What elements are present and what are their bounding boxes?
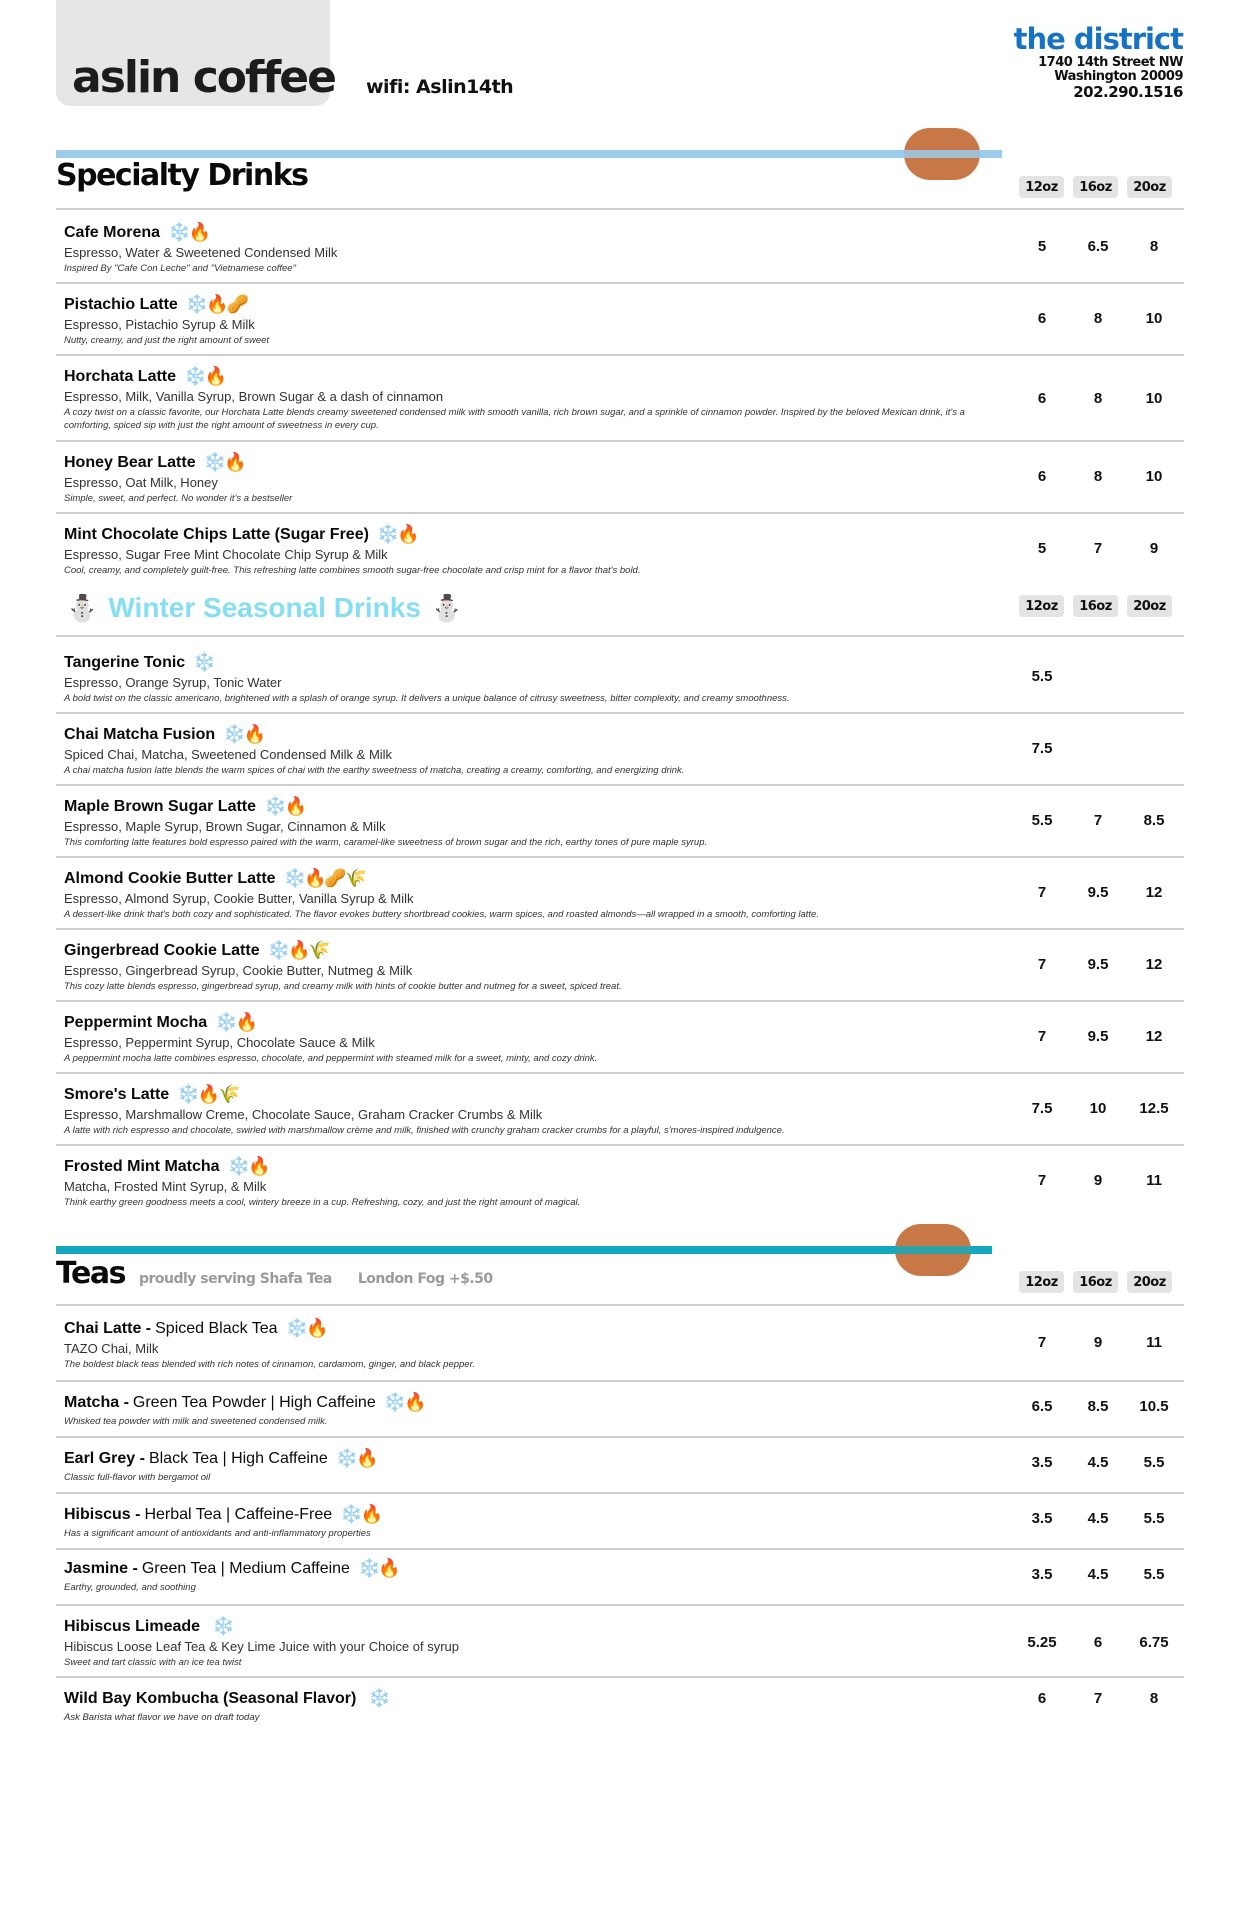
item-prices [1014, 1100, 1182, 1117]
price-12oz: 5.5 [1031, 668, 1053, 685]
item-ingredients: Espresso, Peppermint Syrup, Chocolate Sauce & Milk [64, 1035, 375, 1050]
price-12oz: 6 [1037, 390, 1047, 407]
price-12oz: 5.5 [1031, 812, 1053, 829]
price-12oz: 6 [1037, 1690, 1047, 1707]
item-prices [1014, 1690, 1182, 1707]
price-20oz: 8.5 [1143, 812, 1165, 829]
size-16oz: 16oz [1073, 1271, 1118, 1293]
divider [56, 856, 1184, 858]
size-12oz: 12oz [1019, 1271, 1064, 1293]
item-description: Simple, sweet, and perfect. No wonder it's a bestseller [64, 493, 293, 504]
item-description: Whisked tea powder with milk and sweetened condensed milk. [64, 1416, 328, 1427]
section-title-winter [66, 592, 463, 624]
item-prices [1014, 668, 1182, 685]
size-20oz: 20oz [1127, 1271, 1172, 1293]
item-name-text: Maple Brown Sugar Latte [64, 797, 257, 815]
snowman-icon: ⛄ [66, 592, 99, 623]
item-prices [1014, 1172, 1182, 1189]
price-20oz: 5.5 [1143, 1566, 1165, 1583]
item-prices [1014, 1510, 1182, 1527]
divider [56, 208, 1184, 210]
price-16oz: 9 [1093, 1334, 1103, 1351]
item-prices [1014, 1454, 1182, 1471]
specialty-divider-bar [56, 150, 1002, 158]
dietary-icons: ❄️🔥 [168, 222, 209, 242]
item-name-text: Jasmine - [64, 1559, 138, 1577]
item-prices [1014, 1334, 1182, 1351]
size-16oz: 16oz [1073, 176, 1118, 198]
item-description: A chai matcha fusion latte blends the warm spices of chai with the earthy sweetness of matcha, creating a creamy, comforting, and energizing drink. [64, 765, 685, 776]
dietary-icons: ❄️🔥 [203, 452, 245, 472]
snowman-icon: ⛄ [430, 592, 464, 623]
address-line-2: Washington 20009 [1054, 69, 1183, 84]
dietary-icons: ❄️🔥 [340, 1504, 381, 1524]
dietary-icons: ❄️🔥🥜 [185, 294, 248, 314]
price-12oz: 3.5 [1031, 1510, 1053, 1527]
teas-title-text: Teas [56, 1256, 125, 1291]
item-name-text: Gingerbread Cookie Latte [64, 941, 260, 959]
price-20oz [1126, 740, 1182, 757]
item-name-text: Honey Bear Latte [64, 453, 196, 471]
price-16oz: 6.5 [1087, 238, 1109, 255]
price-20oz: 5.5 [1143, 1454, 1165, 1471]
price-16oz: 9.5 [1087, 884, 1109, 901]
item-prices [1014, 1028, 1182, 1045]
price-12oz: 5 [1037, 540, 1047, 557]
price-16oz [1070, 740, 1126, 757]
dietary-icons: ❄️ [193, 652, 214, 672]
item-ingredients: Espresso, Milk, Vanilla Syrup, Brown Sugar & a dash of cinnamon [64, 389, 444, 404]
item-ingredients: Espresso, Water & Sweetened Condensed Milk [64, 245, 338, 260]
item-prices [1014, 812, 1182, 829]
price-16oz: 8.5 [1087, 1398, 1109, 1415]
item-ingredients: Hibiscus Loose Leaf Tea & Key Lime Juice with your Choice of syrup [64, 1639, 460, 1654]
size-headers-teas [1019, 1271, 1172, 1293]
specialty-divider-bar-overlay [904, 150, 980, 158]
size-headers-specialty [1019, 176, 1172, 198]
item-ingredients: Espresso, Orange Syrup, Tonic Water [64, 675, 282, 690]
price-16oz: 9.5 [1087, 1028, 1109, 1045]
item-description: Cool, creamy, and completely guilt-free. This refreshing latte combines smooth sugar-free chocolate and crisp mint for a flavor that's bold. [64, 565, 641, 576]
section-title-specialty: Specialty Drinks [56, 158, 308, 193]
price-20oz: 12 [1145, 956, 1163, 973]
dietary-icons: ❄️🔥 [264, 796, 305, 816]
item-name-text: Cafe Morena [64, 223, 161, 241]
item-prices [1014, 956, 1182, 973]
tea-type: Green Tea | Medium Caffeine [141, 1559, 350, 1577]
price-12oz: 7 [1037, 884, 1047, 901]
price-12oz: 7 [1037, 1028, 1047, 1045]
price-12oz: 7.5 [1031, 740, 1053, 757]
item-description: Has a significant amount of antioxidants and anti-inflammatory properties [64, 1528, 371, 1539]
dietary-icons: ❄️🔥 [227, 1156, 269, 1176]
teas-divider-bar [56, 1246, 992, 1254]
price-20oz: 12.5 [1139, 1100, 1169, 1117]
size-headers-winter [1019, 595, 1172, 617]
divider [56, 1548, 1184, 1550]
divider [56, 512, 1184, 514]
item-ingredients: TAZO Chai, Milk [64, 1341, 159, 1356]
price-20oz: 11 [1146, 1172, 1162, 1189]
winter-title-text: Winter Seasonal Drinks [108, 592, 421, 623]
location-block [1014, 22, 1183, 101]
divider [56, 1676, 1184, 1678]
price-20oz: 8 [1149, 1690, 1159, 1707]
price-20oz: 10 [1145, 390, 1163, 407]
item-description: A bold twist on the classic americano, brightened with a splash of orange syrup. It delivers a unique balance of citrusy sweetness, bitter complexity, and creamy smoothness. [64, 693, 790, 704]
item-ingredients: Espresso, Sugar Free Mint Chocolate Chip Syrup & Milk [64, 547, 388, 562]
item-name-text: Peppermint Mocha [64, 1013, 208, 1031]
price-12oz: 7 [1037, 956, 1047, 973]
divider [56, 282, 1184, 284]
item-ingredients: Espresso, Gingerbread Syrup, Cookie Butter, Nutmeg & Milk [64, 963, 413, 978]
divider [56, 1380, 1184, 1382]
item-ingredients: Espresso, Marshmallow Creme, Chocolate Sauce, Graham Cracker Crumbs & Milk [64, 1107, 543, 1122]
item-ingredients: Matcha, Frosted Mint Syrup, & Milk [64, 1179, 267, 1194]
item-prices [1014, 1398, 1182, 1415]
item-prices [1014, 468, 1182, 485]
price-12oz: 6 [1037, 310, 1047, 327]
item-description: A latte with rich espresso and chocolate, swirled with marshmallow crème and milk, finished with crunchy graham cracker crumbs for a playful, s'mores-inspired indulgence. [64, 1125, 785, 1136]
price-12oz: 6 [1037, 468, 1047, 485]
size-20oz: 20oz [1127, 176, 1172, 198]
dietary-icons: ❄️🔥 [184, 366, 225, 386]
address-line-1: 1740 14th Street NW [1038, 55, 1183, 70]
tea-type: Green Tea Powder | High Caffeine [132, 1393, 376, 1411]
price-20oz: 12 [1145, 884, 1163, 901]
item-name-text: Chai Latte - [64, 1319, 152, 1337]
item-ingredients: Spiced Chai, Matcha, Sweetened Condensed Milk & Milk [64, 747, 393, 762]
divider [56, 1144, 1184, 1146]
section-title-teas [56, 1256, 493, 1291]
dietary-icons: ❄️🔥 [335, 1448, 377, 1468]
price-12oz: 6.5 [1031, 1398, 1053, 1415]
price-12oz: 5 [1037, 238, 1047, 255]
teas-note: London Fog +$.50 [357, 1271, 493, 1287]
dietary-icons: ❄️🔥 [223, 724, 264, 744]
size-12oz: 12oz [1019, 595, 1064, 617]
price-16oz [1070, 668, 1126, 685]
item-name-text: Almond Cookie Butter Latte [64, 869, 276, 887]
price-12oz: 7.5 [1031, 1100, 1053, 1117]
dietary-icons: ❄️🔥 [285, 1318, 327, 1338]
item-prices [1014, 310, 1182, 327]
price-16oz: 9.5 [1087, 956, 1109, 973]
item-description: Inspired By "Cafe Con Leche" and "Vietnamese coffee" [64, 263, 296, 274]
divider [56, 1604, 1184, 1606]
price-16oz: 4.5 [1087, 1510, 1109, 1527]
divider [56, 1072, 1184, 1074]
brand-logo: aslin coffee [72, 52, 335, 103]
tea-type: Herbal Tea | Caffeine-Free [144, 1505, 333, 1523]
item-description: Nutty, creamy, and just the right amount of sweet [64, 335, 270, 346]
price-20oz: 8 [1149, 238, 1159, 255]
item-description: This comforting latte features bold espresso paired with the warm, caramel-like sweetness of brown sugar and the rich, earthy tones of pure maple syrup. [64, 837, 708, 848]
price-16oz: 10 [1089, 1100, 1107, 1117]
price-16oz: 7 [1093, 812, 1103, 829]
item-name-text: Smore's Latte [64, 1085, 170, 1103]
price-16oz: 9 [1093, 1172, 1103, 1189]
divider [56, 1304, 1184, 1306]
dietary-icons: ❄️🔥 [383, 1392, 425, 1412]
price-16oz: 7 [1093, 540, 1103, 557]
item-prices [1014, 884, 1182, 901]
dietary-icons: ❄️ [368, 1688, 389, 1708]
divider [56, 1000, 1184, 1002]
item-name [64, 366, 1184, 387]
price-12oz: 3.5 [1031, 1454, 1053, 1471]
divider [56, 1492, 1184, 1494]
item-name-text: Chai Matcha Fusion [64, 725, 216, 743]
item-name-text: Hibiscus Limeade [64, 1617, 201, 1635]
divider [56, 928, 1184, 930]
item-ingredients: Espresso, Oat Milk, Honey [64, 475, 218, 490]
price-16oz: 8 [1093, 390, 1103, 407]
location-name: the district [1013, 22, 1183, 56]
item-description: This cozy latte blends espresso, gingerbread syrup, and creamy milk with hints of cookie butter and nutmeg for a sweet, spiced treat. [64, 981, 622, 992]
item-ingredients: Espresso, Almond Syrup, Cookie Butter, Vanilla Syrup & Milk [64, 891, 414, 906]
item-name-text: Horchata Latte [64, 367, 177, 385]
item-name-text: Frosted Mint Matcha [64, 1157, 220, 1175]
price-20oz: 10 [1145, 310, 1163, 327]
item-name-text: Mint Chocolate Chips Latte (Sugar Free) [64, 525, 369, 543]
item-name-text: Hibiscus - [64, 1505, 141, 1523]
item-prices [1014, 540, 1182, 557]
tea-type: Black Tea | High Caffeine [148, 1449, 328, 1467]
price-20oz: 10.5 [1139, 1398, 1169, 1415]
divider [56, 784, 1184, 786]
item-description: Sweet and tart classic with an ice tea twist [64, 1657, 242, 1668]
item-description: Think earthy green goodness meets a cool, wintery breeze in a cup. Refreshing, cozy, and just the right amount of magical. [64, 1197, 581, 1208]
price-16oz: 4.5 [1087, 1454, 1109, 1471]
dietary-icons: ❄️🔥 [357, 1558, 399, 1578]
divider [56, 1436, 1184, 1438]
price-12oz: 7 [1037, 1334, 1047, 1351]
item-description: Earthy, grounded, and soothing [64, 1582, 196, 1593]
item-name-text: Wild Bay Kombucha (Seasonal Flavor) [64, 1689, 357, 1707]
price-16oz: 4.5 [1087, 1566, 1109, 1583]
dietary-icons: ❄️🔥🥜🌾 [283, 868, 366, 888]
price-16oz: 8 [1093, 310, 1103, 327]
item-prices [1014, 238, 1182, 255]
dietary-icons: ❄️🔥🌾 [177, 1084, 239, 1104]
item-ingredients: Espresso, Maple Syrup, Brown Sugar, Cinnamon & Milk [64, 819, 386, 834]
item-name-text: Earl Grey - [64, 1449, 145, 1467]
item-description: The boldest black teas blended with rich notes of cinnamon, cardamom, ginger, and black pepper. [64, 1359, 476, 1370]
price-16oz: 7 [1093, 1690, 1103, 1707]
size-20oz: 20oz [1127, 595, 1172, 617]
item-description: A peppermint mocha latte combines espresso, chocolate, and peppermint with steamed milk for a sweet, minty, and cozy drink. [64, 1053, 598, 1064]
divider [56, 354, 1184, 356]
teas-divider-bar-overlay [895, 1246, 971, 1254]
phone-number: 202.290.1516 [1073, 83, 1183, 101]
item-name-text: Pistachio Latte [64, 295, 178, 313]
item-name-text: Matcha - [64, 1393, 129, 1411]
price-20oz: 10 [1145, 468, 1163, 485]
dietary-icons: ❄️🔥 [215, 1012, 256, 1032]
size-16oz: 16oz [1073, 595, 1118, 617]
divider [56, 635, 1184, 637]
item-ingredients: Espresso, Pistachio Syrup & Milk [64, 317, 255, 332]
item-prices [1014, 1566, 1182, 1583]
price-20oz: 5.5 [1143, 1510, 1165, 1527]
price-20oz: 9 [1149, 540, 1159, 557]
size-12oz: 12oz [1019, 176, 1064, 198]
price-12oz: 5.25 [1027, 1634, 1057, 1651]
price-20oz: 12 [1145, 1028, 1163, 1045]
item-description: Ask Barista what flavor we have on draft today [64, 1712, 260, 1723]
price-20oz: 6.75 [1139, 1634, 1169, 1651]
price-16oz: 6 [1093, 1634, 1103, 1651]
divider [56, 712, 1184, 714]
item-prices [1014, 390, 1182, 407]
price-16oz: 8 [1093, 468, 1103, 485]
tea-type: Spiced Black Tea [155, 1319, 278, 1337]
item-prices [1014, 1634, 1182, 1651]
item-prices [1014, 740, 1182, 757]
teas-subtitle: proudly serving Shafa Tea [138, 1271, 332, 1287]
wifi-info: wifi: Aslin14th [366, 76, 514, 98]
price-20oz: 11 [1146, 1334, 1162, 1351]
item-name-text: Tangerine Tonic [64, 653, 186, 671]
item-description: A cozy twist on a classic favorite, our Horchata Latte blends creamy sweetened condensed milk with smooth vanilla, rich brown sugar, and a sprinkle of cinnamon powder. Inspired by the beloved Mexican drink, it's a comforting, spiced sip with just the right amount of sweetness in every cup. [64, 407, 965, 431]
price-12oz: 3.5 [1031, 1566, 1053, 1583]
price-12oz: 7 [1037, 1172, 1047, 1189]
dietary-icons: ❄️🔥 [376, 524, 418, 544]
item-description: A dessert-like drink that's both cozy and sophisticated. The flavor evokes buttery shortbread cookies, warm spices, and roasted almonds—all wrapped in a smooth, comforting latte. [64, 909, 819, 920]
price-20oz [1126, 668, 1182, 685]
dietary-icons: ❄️ [212, 1616, 233, 1636]
dietary-icons: ❄️🔥🌾 [267, 940, 329, 960]
divider [56, 440, 1184, 442]
item-description: Classic full-flavor with bergamot oil [64, 1472, 211, 1483]
